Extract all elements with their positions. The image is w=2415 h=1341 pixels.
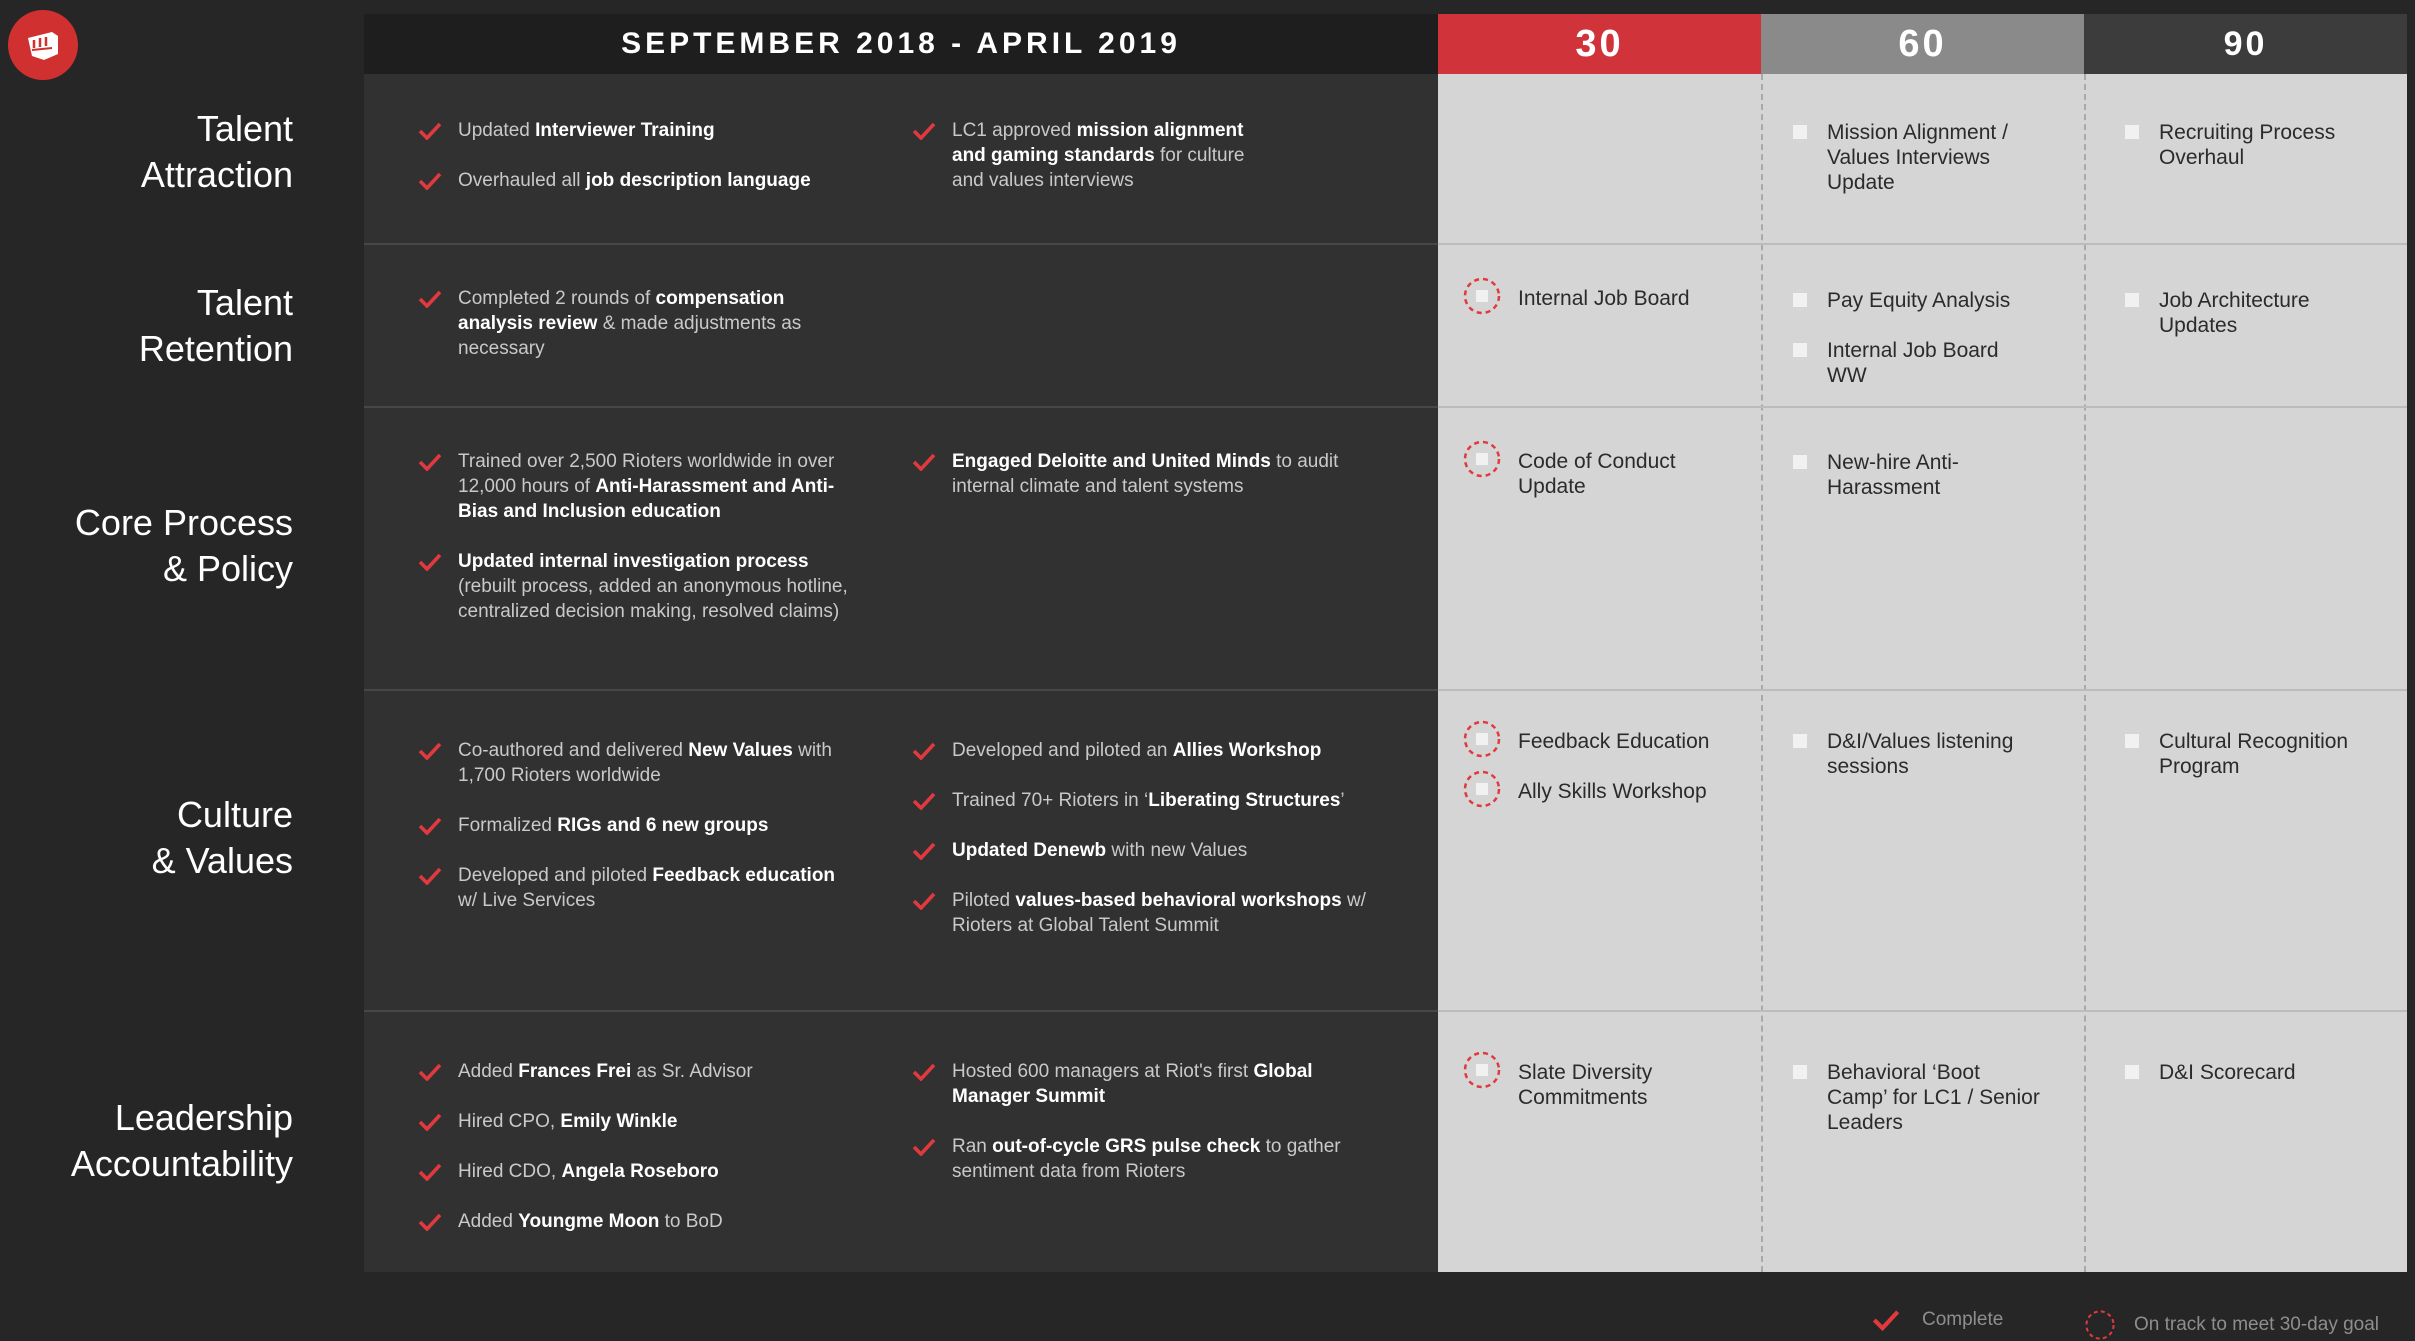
- legend-complete: Complete: [1872, 1309, 2003, 1331]
- checkbox-icon: [1793, 1065, 1807, 1079]
- check-icon: [912, 1138, 936, 1156]
- completed-item: Hosted 600 managers at Riot's first Global Manager Summit: [912, 1059, 1352, 1109]
- divider-60: [1761, 74, 1763, 1272]
- completed-item: Trained 70+ Rioters in ‘Liberating Structures’: [912, 788, 1372, 813]
- check-icon: [418, 172, 442, 190]
- completed-item: Formalized RIGs and 6 new groups: [418, 813, 858, 838]
- check-icon: [912, 453, 936, 471]
- checkbox-icon: [2125, 125, 2139, 139]
- planned-item: Ally Skills Workshop: [1462, 779, 1732, 804]
- leadership-completed-col1: [418, 1059, 858, 1259]
- fist-icon: [22, 24, 64, 66]
- check-icon: [912, 792, 936, 810]
- planned-item: New-hire Anti-Harassment: [1793, 450, 2043, 500]
- planned-item: Recruiting Process Overhaul: [2125, 120, 2385, 170]
- attraction-60-day: [1793, 120, 2043, 220]
- attraction-completed-col2: [912, 118, 1272, 218]
- checkbox-icon: [1793, 125, 1807, 139]
- completed-item: Developed and piloted Feedback education w/ Live Services: [418, 863, 858, 913]
- completed-item: Trained over 2,500 Rioters worldwide in over 12,000 hours of Anti-Harassment and Anti-Bias and Inclusion education: [418, 449, 858, 524]
- checkbox-icon: [1793, 734, 1807, 748]
- checkbox-icon: [1793, 455, 1807, 469]
- checkbox-icon: [1793, 293, 1807, 307]
- retention-90-day: [2125, 288, 2385, 363]
- planned-item: Internal Job Board: [1462, 286, 1732, 311]
- row-label-talent-retention: Talent Retention: [138, 282, 293, 369]
- row-divider: [364, 243, 1438, 245]
- completed-item: Piloted values-based behavioral workshops w/ Rioters at Global Talent Summit: [912, 888, 1372, 938]
- completed-item: Updated Interviewer Training: [418, 118, 858, 143]
- leadership-completed-col2: [912, 1059, 1352, 1209]
- attraction-90-day: [2125, 120, 2385, 195]
- completed-item: Added Youngme Moon to BoD: [418, 1209, 858, 1234]
- on-track-circle-icon: [1462, 276, 1502, 316]
- header-90-days: 90: [2084, 14, 2407, 74]
- check-icon: [418, 1163, 442, 1181]
- culture-60-day: [1793, 729, 2043, 804]
- check-icon: [418, 867, 442, 885]
- row-label-core-process: Core Process & Policy: [74, 502, 293, 589]
- completed-item: Completed 2 rounds of compensation analysis review & made adjustments as necessary: [418, 286, 838, 361]
- retention-30-day: [1462, 286, 1732, 336]
- planned-item: D&I/Values listening sessions: [1793, 729, 2043, 779]
- on-track-circle-icon: [1462, 1050, 1502, 1090]
- check-icon: [912, 122, 936, 140]
- planned-item: Mission Alignment / Values Interviews Update: [1793, 120, 2043, 195]
- check-icon: [1872, 1309, 1900, 1331]
- checkbox-icon: [2125, 293, 2139, 307]
- row-divider: [364, 406, 1438, 408]
- planned-item: Job Architecture Updates: [2125, 288, 2385, 338]
- completed-item: Ran out-of-cycle GRS pulse check to gather sentiment data from Rioters: [912, 1134, 1352, 1184]
- planned-item: Code of Conduct Update: [1462, 449, 1732, 499]
- planned-item: Behavioral ‘Boot Camp’ for LC1 / Senior Leaders: [1793, 1060, 2043, 1135]
- header-30-days: 30: [1438, 14, 1761, 74]
- divider-90: [2084, 74, 2086, 1272]
- on-track-circle-icon: [1462, 439, 1502, 479]
- planned-item: Feedback Education: [1462, 729, 1732, 754]
- check-icon: [418, 290, 442, 308]
- riot-fist-logo: [8, 10, 78, 80]
- planned-item: D&I Scorecard: [2125, 1060, 2385, 1085]
- core-30-day: [1462, 449, 1732, 524]
- checkbox-icon: [1793, 343, 1807, 357]
- legend-on-track: On track to meet 30-day goal: [2084, 1309, 2379, 1341]
- row-divider: [1438, 689, 2407, 691]
- completed-item: Updated Denewb with new Values: [912, 838, 1372, 863]
- retention-60-day: [1793, 288, 2043, 413]
- core-completed-col1: [418, 449, 858, 649]
- check-icon: [912, 742, 936, 760]
- leadership-60-day: [1793, 1060, 2043, 1160]
- check-icon: [418, 817, 442, 835]
- row-divider: [1438, 243, 2407, 245]
- completed-item: Hired CDO, Angela Roseboro: [418, 1159, 858, 1184]
- completed-item: LC1 approved mission alignment and gaming standards for culture and values interviews: [912, 118, 1272, 193]
- completed-item: Hired CPO, Emily Winkle: [418, 1109, 858, 1134]
- culture-30-day: [1462, 729, 1732, 829]
- leadership-90-day: [2125, 1060, 2385, 1110]
- culture-90-day: [2125, 729, 2385, 804]
- dashed-circle-icon: [2084, 1309, 2116, 1341]
- completed-item: Developed and piloted an Allies Workshop: [912, 738, 1372, 763]
- completed-item: Co-authored and delivered New Values with 1,700 Rioters worldwide: [418, 738, 858, 788]
- row-label-culture-values: Culture & Values: [151, 794, 293, 881]
- completed-item: Engaged Deloitte and United Minds to audit internal climate and talent systems: [912, 449, 1352, 499]
- planned-item: Slate Diversity Commitments: [1462, 1060, 1732, 1110]
- checkbox-icon: [2125, 1065, 2139, 1079]
- completed-item: Overhauled all job description language: [418, 168, 858, 193]
- planned-item: Cultural Recognition Program: [2125, 729, 2385, 779]
- on-track-circle-icon: [1462, 769, 1502, 809]
- row-divider: [364, 1010, 1438, 1012]
- check-icon: [418, 1213, 442, 1231]
- retention-completed-col1: [418, 286, 838, 386]
- planned-item: Internal Job Board WW: [1793, 338, 2043, 388]
- completed-item: Updated internal investigation process (rebuilt process, added an anonymous hotline, centralized decision making, resolved claims): [418, 549, 858, 624]
- check-icon: [912, 842, 936, 860]
- check-icon: [418, 553, 442, 571]
- check-icon: [418, 122, 442, 140]
- check-icon: [418, 1113, 442, 1131]
- core-completed-col2: [912, 449, 1352, 524]
- checkbox-icon: [2125, 734, 2139, 748]
- completed-item: Added Frances Frei as Sr. Advisor: [418, 1059, 858, 1084]
- core-60-day: [1793, 450, 2043, 525]
- row-divider: [364, 689, 1438, 691]
- check-icon: [912, 892, 936, 910]
- check-icon: [418, 453, 442, 471]
- culture-completed-col1: [418, 738, 858, 938]
- row-divider: [1438, 1010, 2407, 1012]
- row-label-leadership: Leadership Accountability: [70, 1097, 293, 1184]
- culture-completed-col2: [912, 738, 1372, 963]
- period-header: SEPTEMBER 2018 - APRIL 2019: [364, 14, 1438, 74]
- header-60-days: 60: [1761, 14, 2084, 74]
- check-icon: [418, 1063, 442, 1081]
- check-icon: [912, 1063, 936, 1081]
- leadership-30-day: [1462, 1060, 1732, 1135]
- check-icon: [418, 742, 442, 760]
- attraction-completed-col1: [418, 118, 858, 218]
- row-label-talent-attraction: Talent Attraction: [140, 108, 293, 195]
- planned-item: Pay Equity Analysis: [1793, 288, 2043, 313]
- on-track-circle-icon: [1462, 719, 1502, 759]
